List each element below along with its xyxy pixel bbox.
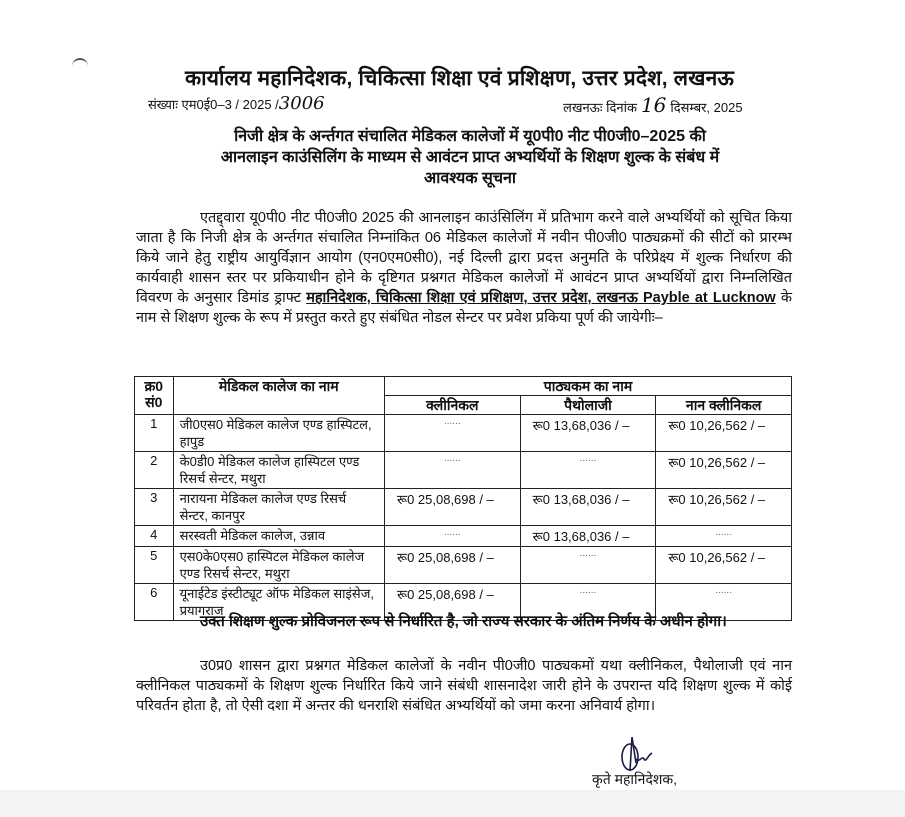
reference-prefix: संख्याः एम0ई0–3 / 2025 / (148, 97, 279, 112)
notice-paragraph-1 (136, 208, 792, 328)
college-name-cell: एस0के0एस0 हास्पिटल मेडिकल कालेज एण्ड रिसर्च सेन्टर, मथुरा (173, 547, 384, 584)
signature-icon (618, 733, 658, 773)
header-pathology: पैथोलाजी (520, 396, 656, 415)
college-name-cell: के0डी0 मेडिकल कालेज हास्पिटल एण्ड रिसर्च सेन्टर, मथुरा (173, 452, 384, 489)
non-clinical-fee-cell: रू0 10,26,562 / – (656, 547, 792, 584)
office-title: कार्यालय महानिदेशक, चिकित्सा शिक्षा एवं प्रशिक्षण, उत्तर प्रदेश, लखनऊ (185, 67, 735, 90)
subject-line-1: निजी क्षेत्र के अर्न्तगत संचालित मेडिकल कालेजों में यू0पी0 नीट पी0जी0–2025 की (234, 128, 706, 145)
non-clinical-fee-cell: ...... (656, 584, 792, 621)
paragraph-1-text-before: एतद्द्वारा यू0पी0 नीट पी0जी0 2025 की आनलाइन काउंसिलिंग में प्रतिभाग करने वाले अभ्यर्थियों को सूचित किया जाता है कि निजी क्षेत्र के अर्न्तगत संचालित निम्नांकित 06 मेडिकल कालेजों में नवीन पी0जी0 पाठ्यक्रमों की सीटों को प्रारम्भ किये जाने हेतु राष्ट्रीय आयुर्विज्ञान आयोग (एन0एम0सी0), नई दिल्ली द्वारा प्रदत्त अनुमति के परिप्रेक्ष्य में शुल्क निर्धारण की कार्यवाही शासन स्तर पर प्रकियाधीन होने के दृष्टिगत प्रश्नगत मेडिकल कालेजों में आवंटन प्राप्त अभ्यर्थियों द्वारा निम्नलिखित विवरण के अनुसार डिमांड ड्राफ्ट (136, 210, 792, 306)
clinical-fee-cell: ...... (384, 452, 520, 489)
notice-subject (150, 126, 790, 189)
pathology-fee-cell: ...... (520, 452, 656, 489)
college-name-cell: सरस्वती मेडिकल कालेज, उन्नाव (173, 526, 384, 547)
table-row (135, 547, 792, 584)
date-suffix: दिसम्बर, 2025 (670, 100, 743, 115)
table-row (135, 489, 792, 526)
serial-cell: 6 (135, 584, 174, 621)
pathology-fee-cell: रू0 13,68,036 / – (520, 415, 656, 452)
demand-draft-payee: महानिदेशक, चिकित्सा शिक्षा एवं प्रशिक्षण, उत्तर प्रदेश, लखनऊ Payble at Lucknow (306, 290, 776, 306)
paragraph-3-text: उ0प्र0 शासन द्वारा प्रश्नगत मेडिकल कालेजों के नवीन पी0जी0 पाठ्यकमों यथा क्लीनिकल, पैथोलाजी एवं नान क्लीनिकल पाठ्यकमों के शिक्षण शुल्क निर्धारित किये जाने संबंधी शासनादेश जारी होने के उपरान्त यदि शिक्षण शुल्क में कोई परिवर्तन होता है, तो ऐसी दशा में अन्तर की धनराशि संबंधित अभ्यर्थियों को जमा करना अनिवार्य होगा। (136, 658, 792, 714)
notice-paragraph-2 (136, 612, 792, 632)
viewer-bottom-band (0, 790, 905, 817)
serial-cell: 2 (135, 452, 174, 489)
serial-cell: 5 (135, 547, 174, 584)
reference-handwritten-number: 3006 (278, 93, 325, 114)
reference-number (148, 93, 325, 114)
paragraph-2-text: उक्त शिक्षण शुल्क प्रोविजनल रूप से निर्धारित है, जो राज्य सरकार के अंतिम निर्णय के अधीन होगा। (200, 613, 727, 630)
serial-cell: 3 (135, 489, 174, 526)
header-non-clinical: नान क्लीनिकल (656, 396, 792, 415)
clinical-fee-cell: रू0 25,08,698 / – (384, 489, 520, 526)
college-name-cell: यूनाईटेड इंस्टीट्यूट ऑफ मेडिकल साइंसेज, प्रयागराज (173, 584, 384, 621)
pathology-fee-cell: ...... (520, 584, 656, 621)
non-clinical-fee-cell: रू0 10,26,562 / – (656, 452, 792, 489)
header-college-name: मेडिकल कालेज का नाम (173, 377, 384, 415)
pathology-fee-cell: रू0 13,68,036 / – (520, 489, 656, 526)
pathology-fee-cell: ...... (520, 547, 656, 584)
subject-line-3: आवश्यक सूचना (423, 170, 517, 187)
subject-line-2: आनलाइन काउंसिलिंग के माध्यम से आवंटन प्राप्त अभ्यर्थियों के शिक्षण शुल्क के संबंध में (220, 149, 720, 166)
pathology-fee-cell: रू0 13,68,036 / – (520, 526, 656, 547)
date-day: 16 (640, 93, 667, 117)
scan-mark (72, 58, 88, 70)
clinical-fee-cell: रू0 25,08,698 / – (384, 547, 520, 584)
signature-label: कृते महानिदेशक, (592, 771, 678, 787)
table-row (135, 415, 792, 452)
non-clinical-fee-cell: रू0 10,26,562 / – (656, 415, 792, 452)
serial-cell: 4 (135, 526, 174, 547)
notice-paragraph-3 (136, 656, 792, 716)
table-row (135, 452, 792, 489)
serial-cell: 1 (135, 415, 174, 452)
date-prefix: लखनऊः दिनांक (563, 100, 637, 115)
college-name-cell: नारायना मेडिकल कालेज एण्ड रिसर्च सेन्टर, कानपुर (173, 489, 384, 526)
clinical-fee-cell: ...... (384, 415, 520, 452)
non-clinical-fee-cell: ...... (656, 526, 792, 547)
fee-table (134, 376, 792, 621)
college-name-cell: जी0एस0 मेडिकल कालेज एण्ड हास्पिटल, हापुड (173, 415, 384, 452)
non-clinical-fee-cell: रू0 10,26,562 / – (656, 489, 792, 526)
paragraph-1-text-after: के नाम से शिक्षण शुल्क के रूप में प्रस्तुत करते हुए संबंधित नोडल सेन्टर पर प्रवेश प्रकिया पूर्ण की जायेगीः– (136, 290, 792, 326)
clinical-fee-cell: रू0 25,08,698 / – (384, 584, 520, 621)
header-course-name: पाठ्यकम का नाम (384, 377, 791, 396)
header-serial: क्र0 सं0 (135, 377, 174, 415)
table-row (135, 526, 792, 547)
header-clinical: क्लीनिकल (384, 396, 520, 415)
clinical-fee-cell: ...... (384, 526, 520, 547)
issue-date (563, 93, 743, 117)
